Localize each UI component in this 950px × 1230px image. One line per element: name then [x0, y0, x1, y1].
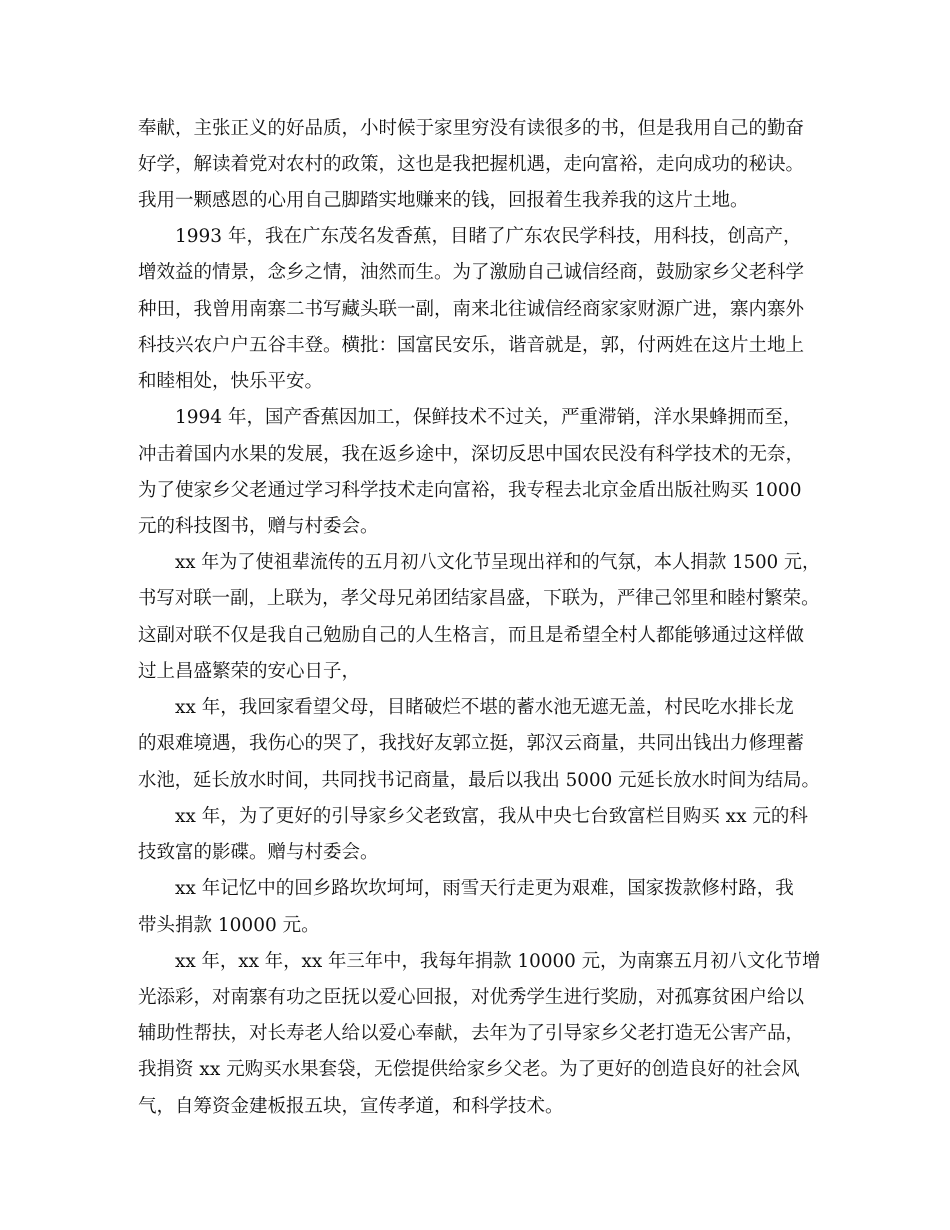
- text-line: 和睦相处，快乐平安。: [138, 371, 324, 392]
- text-line: 好学，解读着党对农村的政策，这也是我把握机遇，走向富裕，走向成功的秘诀。: [138, 154, 805, 175]
- text-line: 为了使家乡父老通过学习科学技术走向富裕，我专程去北京金盾出版社购买 1000: [138, 480, 802, 501]
- text-line: 元的科技图书，赠与村委会。: [138, 516, 379, 537]
- text-line: 1993 年，我在广东茂名发香蕉，目睹了广东农民学科技，用科技，创高产，: [175, 226, 802, 247]
- text-line: 增效益的情景，念乡之情，油然而生。为了激励自己诚信经商，鼓励家乡父老科学: [138, 262, 805, 283]
- text-line: 奉献，主张正义的好品质，小时候于家里穷没有读很多的书，但是我用自己的勤奋: [138, 118, 805, 139]
- text-line: 书写对联一副，上联为，孝父母兄弟团结家昌盛，下联为，严律己邻里和睦村繁荣。: [138, 588, 820, 609]
- text-line: 1994 年，国产香蕉因加工，保鲜技术不过关，严重滞销，洋水果蜂拥而至，: [175, 407, 802, 428]
- text-line: 光添彩，对南寨有功之臣抚以爱心回报，对优秀学生进行奖励，对孤寡贫困户给以: [138, 987, 805, 1008]
- text-line: xx 年，我回家看望父母，目睹破烂不堪的蓄水池无遮无盖，村民吃水排长龙: [175, 697, 794, 718]
- text-line: 气，自筹资金建板报五块，宣传孝道，和科学技术。: [138, 1096, 564, 1117]
- text-line: xx 年记忆中的回乡路坎坎坷坷，雨雪天行走更为艰难，国家拨款修村路，我: [175, 878, 794, 899]
- text-line: 科技兴农户户五谷丰登。横批：国富民安乐，谐音就是，郭，付两姓在这片土地上: [138, 335, 805, 356]
- text-line: 冲击着国内水果的发展，我在返乡途中，深切反思中国农民没有科学技术的无奈，: [138, 444, 805, 465]
- text-line: 种田，我曾用南寨二书写藏头联一副，南来北往诚信经商家家财源广进，寨内寨外: [138, 299, 805, 320]
- text-line: 这副对联不仅是我自己勉励自己的人生格言，而且是希望全村人都能够通过这样做: [138, 625, 805, 646]
- text-line: xx 年，为了更好的引导家乡父老致富，我从中央七台致富栏目购买 xx 元的科: [175, 806, 808, 827]
- text-line: 带头捐款 10000 元。: [138, 915, 320, 936]
- text-line: 过上昌盛繁荣的安心日子，: [138, 661, 361, 682]
- text-line: 我捐资 xx 元购买水果套袋，无偿提供给家乡父老。为了更好的创造良好的社会风: [138, 1059, 800, 1080]
- text-line: 技致富的影碟。赠与村委会。: [138, 842, 379, 863]
- text-line: 水池，延长放水时间，共同找书记商量，最后以我出 5000 元延长放水时间为结局。: [138, 770, 820, 791]
- text-line: xx 年为了使祖辈流传的五月初八文化节呈现出祥和的气氛，本人捐款 1500 元，: [175, 552, 821, 573]
- text-line: 我用一颗感恩的心用自己脚踏实地赚来的钱，回报着生我养我的这片土地。: [138, 190, 749, 211]
- text-line: 辅助性帮扶，对长寿老人给以爱心奉献，去年为了引导家乡父老打造无公害产品，: [138, 1023, 805, 1044]
- text-line: 的艰难境遇，我伤心的哭了，我找好友郭立挺，郭汉云商量，共同出钱出力修理蓄: [138, 733, 805, 754]
- text-line: xx 年，xx 年，xx 年三年中，我每年捐款 10000 元，为南寨五月初八文化节增: [175, 951, 821, 972]
